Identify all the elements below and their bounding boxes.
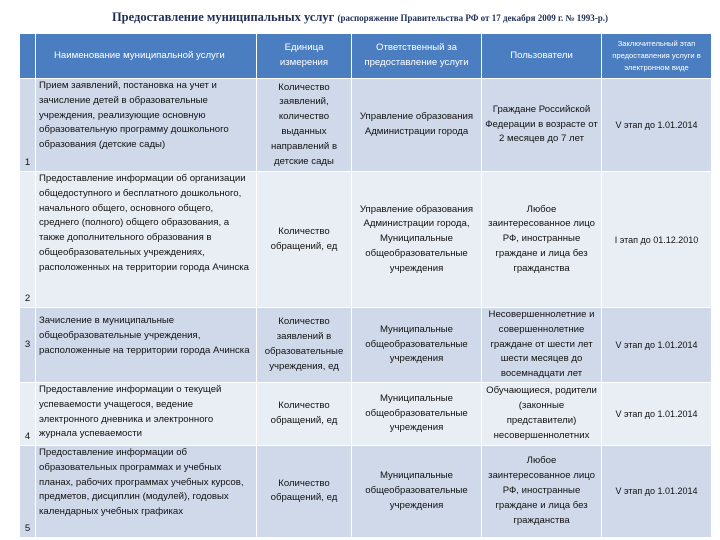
- final-stage: V этап до 1.01.2014: [602, 79, 712, 172]
- final-stage: V этап до 1.01.2014: [602, 382, 712, 445]
- header-num: [20, 34, 36, 79]
- final-stage: V этап до 1.01.2014: [602, 445, 712, 537]
- service-users: Обучающиеся, родители (законные представители) несовершеннолетних: [482, 382, 602, 445]
- final-stage: V этап до 1.01.2014: [602, 308, 712, 383]
- row-number: 2: [20, 172, 36, 308]
- row-number: 3: [20, 308, 36, 383]
- service-users: Граждане Российской Федерации в возрасте от 2 месяцев до 7 лет: [482, 79, 602, 172]
- responsible-party: Муниципальные общеобразовательные учреждения: [352, 445, 482, 537]
- unit-of-measure: Количество заявлений, количество выданных направлений в детские сады: [257, 79, 352, 172]
- header-service-name: Наименование муниципальной услуги: [36, 34, 257, 79]
- header-responsible: Ответственный за предоставление услуги: [352, 34, 482, 79]
- title-subtitle: (распоряжение Правительства РФ от 17 декабря 2009 г. № 1993-р.): [337, 13, 609, 23]
- unit-of-measure: Количество обращений, ед: [257, 382, 352, 445]
- table-row: [20, 79, 712, 172]
- final-stage: I этап до 01.12.2010: [602, 172, 712, 308]
- table-row: [20, 172, 712, 308]
- unit-of-measure: Количество заявлений в образовательные учреждения, ед: [257, 308, 352, 383]
- responsible-party: Муниципальные общеобразовательные учреждения: [352, 308, 482, 383]
- header-unit: Единица измерения: [257, 34, 352, 79]
- header-final-stage: Заключительный этап предоставления услуги в электронном виде: [602, 34, 712, 79]
- responsible-party: Управление образования Администрации города, Муниципальные общеобразовательные учреждения: [352, 172, 482, 308]
- responsible-party: Муниципальные общеобразовательные учреждения: [352, 382, 482, 445]
- row-number: 1: [20, 79, 36, 172]
- title-main: Предоставление муниципальных услуг: [111, 10, 335, 24]
- responsible-party: Управление образования Администрации города: [352, 79, 482, 172]
- unit-of-measure: Количество обращений, ед: [257, 445, 352, 537]
- unit-of-measure: Количество обращений, ед: [257, 172, 352, 308]
- table-row: [20, 308, 712, 383]
- row-number: 5: [20, 445, 36, 537]
- page-title: [0, 10, 720, 25]
- service-name: Прием заявлений, постановка на учет и зачисление детей в образовательные учреждения, реализующие основную образовательную программу дошкольного образования (детские сады): [36, 79, 257, 172]
- service-name: Зачисление в муниципальные общеобразовательные учреждения, расположенные на территории города Ачинска: [36, 308, 257, 383]
- header-users: Пользователи: [482, 34, 602, 79]
- row-number: 4: [20, 382, 36, 445]
- table-row: [20, 445, 712, 537]
- service-users: Любое заинтересованное лицо РФ, иностранные граждане и лица без гражданства: [482, 172, 602, 308]
- service-name: Предоставление информации об образовательных программах и учебных планах, рабочих программах учебных курсов, предметов, дисциплин (модулей), годовых календарных учебных графиках: [36, 445, 257, 537]
- table-header-row: [20, 34, 712, 79]
- services-table: [19, 33, 712, 538]
- service-name: Предоставление информации об организации общедоступного и бесплатного дошкольного, начального общего, основного общего, среднего (полного) общего образования, а также дополнительного образования в общеобразовательных учреждениях, расположенных на территории города Ачинска: [36, 172, 257, 308]
- service-users: Любое заинтересованное лицо РФ, иностранные граждане и лица без гражданства: [482, 445, 602, 537]
- service-users: Несовершеннолетние и совершеннолетние граждане от шести лет шести месяцев до восемнадцати лет: [482, 308, 602, 383]
- service-name: Предоставление информации о текущей успеваемости учащегося, ведение электронного дневника и электронного журнала успеваемости: [36, 382, 257, 445]
- table-row: [20, 382, 712, 445]
